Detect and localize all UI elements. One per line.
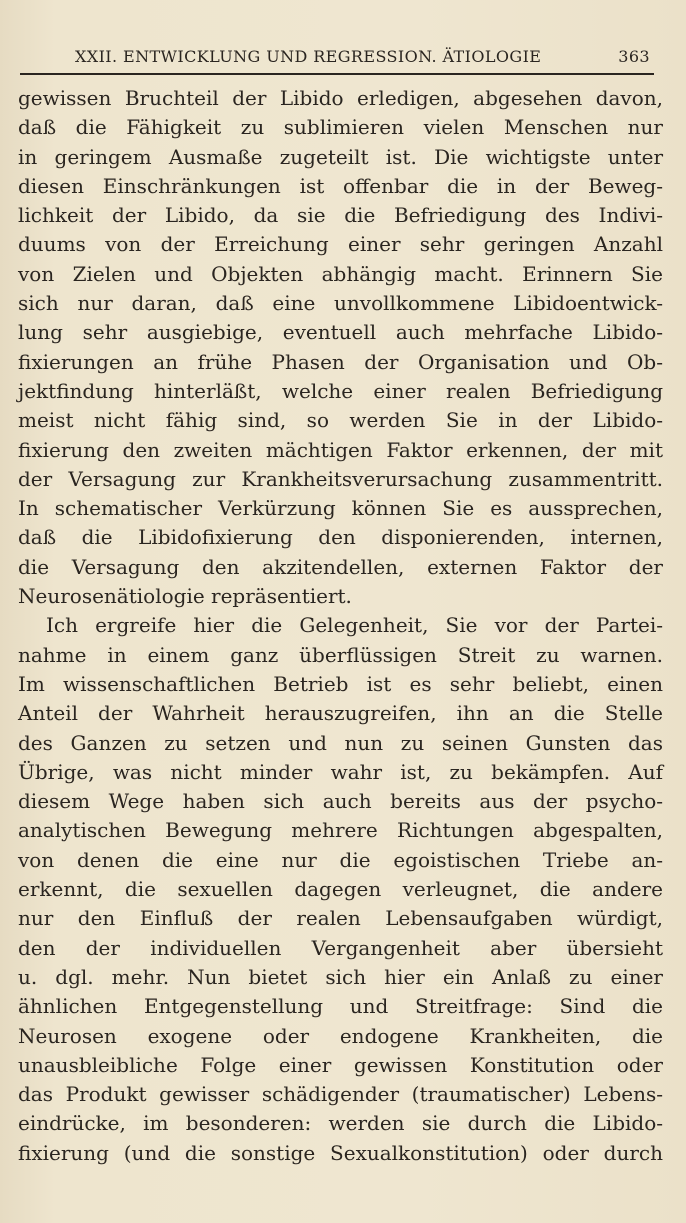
- page-number: 363: [618, 47, 650, 66]
- text-line: sich nur daran, daß eine unvollkommene Libidoentwick-: [18, 291, 663, 316]
- running-title: XXII. ENTWICKLUNG UND REGRESSION. ÄTIOLOGIE: [75, 47, 542, 66]
- text-line: diesen Einschränkungen ist offenbar die in der Beweg-: [18, 173, 663, 198]
- text-line: Übrige, was nicht minder wahr ist, zu bekämpfen. Auf: [18, 759, 663, 784]
- text-line: gewissen Bruchteil der Libido erledigen, abgesehen davon,: [18, 86, 663, 110]
- text-line: analytischen Bewegung mehrere Richtungen abgespalten,: [18, 818, 663, 843]
- text-line: das Produkt gewisser schädigender (traumatischer) Lebens-: [18, 1082, 663, 1107]
- text-line: daß die Fähigkeit zu sublimieren vielen Menschen nur: [18, 115, 663, 140]
- text-line: unausbleibliche Folge einer gewissen Konstitution oder: [18, 1052, 663, 1077]
- text-line: eindrücke, im besonderen: werden sie durch die Libido-: [18, 1111, 663, 1136]
- text-line: fixierungen an frühe Phasen der Organisation und Ob-: [18, 349, 663, 374]
- text-line: fixierung (und die sonstige Sexualkonstitution) oder durch: [18, 1140, 663, 1165]
- text-line: diesem Wege haben sich auch bereits aus der psycho-: [18, 789, 663, 814]
- text-line: lichkeit der Libido, da sie die Befriedigung des Indivi-: [18, 203, 663, 228]
- text-line: der Versagung zur Krankheitsverursachung zusammentritt.: [18, 466, 663, 491]
- text-line: Anteil der Wahrheit herauszugreifen, ihn an die Stelle: [18, 701, 663, 726]
- paragraph-end-line: Neurosenätiologie repräsentiert.: [18, 584, 352, 609]
- text-line: u. dgl. mehr. Nun bietet sich hier ein Anlaß zu einer: [18, 964, 663, 989]
- paragraph-start-line: Ich ergreife hier die Gelegenheit, Sie vor der Partei-: [46, 613, 663, 638]
- text-line: des Ganzen zu setzen und nun zu seinen Gunsten das: [18, 730, 663, 755]
- text-line: von denen die eine nur die egoistischen Triebe an-: [18, 847, 663, 872]
- text-line: Im wissenschaftlichen Betrieb ist es sehr beliebt, einen: [18, 671, 663, 696]
- text-line: lung sehr ausgiebige, eventuell auch mehrfache Libido-: [18, 320, 663, 345]
- text-line: meist nicht fähig sind, so werden Sie in der Libido-: [18, 408, 663, 433]
- text-line: die Versagung den akzitendellen, externen Faktor der: [18, 554, 663, 579]
- text-line: erkennt, die sexuellen dagegen verleugnet, die andere: [18, 877, 663, 902]
- text-line: In schematischer Verkürzung können Sie es aussprechen,: [18, 496, 663, 521]
- text-line: von Zielen und Objekten abhängig macht. Erinnern Sie: [18, 261, 663, 286]
- text-line: daß die Libidofixierung den disponierenden, internen,: [18, 525, 663, 550]
- body-text: [18, 84, 663, 1168]
- text-line: fixierung den zweiten mächtigen Faktor erkennen, der mit: [18, 437, 663, 462]
- text-line: nahme in einem ganz überflüssigen Streit zu warnen.: [18, 642, 663, 667]
- text-line: den der individuellen Vergangenheit aber übersieht: [18, 935, 663, 960]
- text-line: nur den Einfluß der realen Lebensaufgaben würdigt,: [18, 906, 663, 931]
- text-line: ähnlichen Entgegenstellung und Streitfrage: Sind die: [18, 994, 663, 1019]
- text-line: jektfindung hinterläßt, welche einer realen Befriedigung: [18, 378, 663, 403]
- header-rule: [20, 73, 654, 75]
- running-head: [20, 47, 650, 73]
- text-line: in geringem Ausmaße zugeteilt ist. Die wichtigste unter: [18, 144, 663, 169]
- text-line: duums von der Erreichung einer sehr geringen Anzahl: [18, 232, 663, 257]
- text-line: Neurosen exogene oder endogene Krankheiten, die: [18, 1023, 663, 1048]
